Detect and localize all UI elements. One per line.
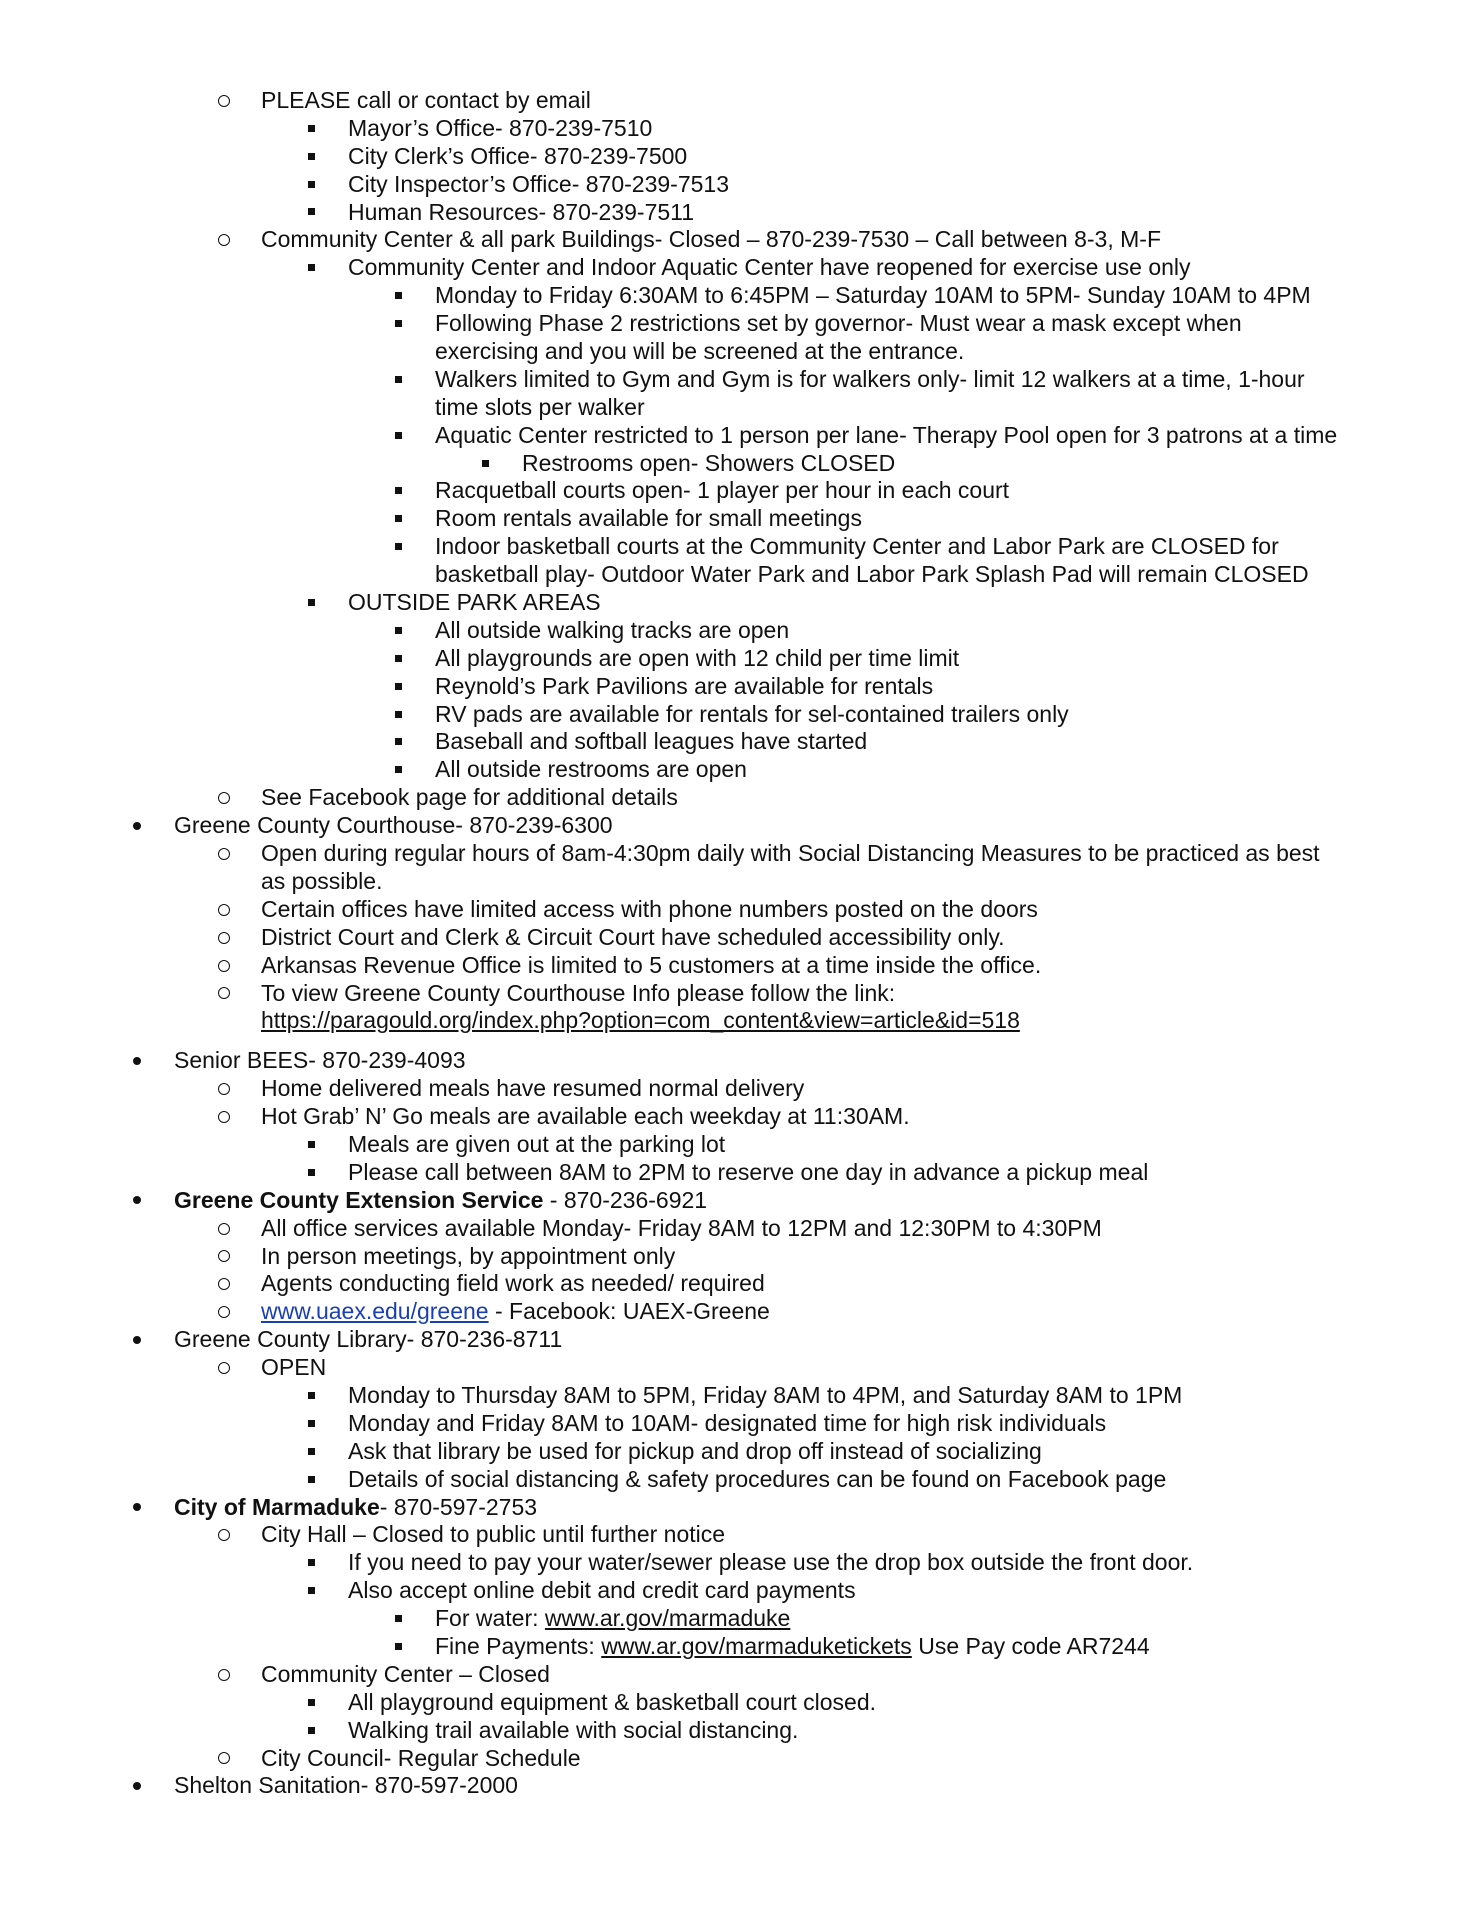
list-item-text — [261, 980, 895, 1008]
item-text: RV pads are available for rentals for sel-contained trailers only — [435, 700, 1069, 727]
item-text: All office services available Monday- Friday 8AM to 12PM and 12:30PM to 4:30PM — [261, 1214, 1102, 1241]
list-item — [0, 394, 1484, 422]
item-text: Mayor’s Office- 870-239-7510 — [348, 114, 653, 141]
list-item — [0, 1661, 1484, 1689]
list-item — [0, 952, 1484, 980]
list-item-text — [261, 226, 1161, 254]
list-item-text — [435, 366, 1305, 394]
item-text: All playground equipment & basketball court closed. — [348, 1688, 877, 1715]
bullet-circle-icon — [209, 784, 239, 812]
bullet-dot-icon — [122, 1047, 152, 1075]
item-text: Details of social distancing & safety procedures can be found on Facebook page — [348, 1465, 1167, 1492]
list-item — [0, 673, 1484, 701]
item-text: All outside walking tracks are open — [435, 616, 790, 643]
list-item — [0, 1215, 1484, 1243]
item-text: City Clerk’s Office- 870-239-7500 — [348, 142, 688, 169]
list-item-text — [348, 1131, 725, 1159]
list-item-text — [348, 199, 694, 227]
list-item-text — [435, 701, 1069, 729]
list-item — [0, 171, 1484, 199]
bullet-square-icon — [383, 617, 413, 645]
item-text: Restrooms open- Showers CLOSED — [522, 449, 896, 476]
bullet-circle-icon — [209, 1075, 239, 1103]
list-item — [0, 617, 1484, 645]
list-item — [0, 1410, 1484, 1438]
item-text: time slots per walker — [435, 393, 645, 420]
list-item-text — [348, 171, 729, 199]
item-text: Hot Grab’ N’ Go meals are available each weekday at 11:30AM. — [261, 1103, 910, 1130]
bullet-square-icon — [296, 1466, 326, 1494]
item-text: basketball play- Outdoor Water Park and Labor Park Splash Pad will remain CLOSED — [435, 561, 1309, 588]
list-item-text — [348, 1717, 798, 1745]
website-link[interactable]: www.ar.gov/marmaduke — [544, 1605, 791, 1632]
list-item-text — [348, 1410, 1106, 1438]
item-text: See Facebook page for additional details — [261, 784, 678, 811]
list-item — [0, 924, 1484, 952]
bullet-circle-icon — [209, 226, 239, 254]
list-item-text — [261, 924, 1005, 952]
list-item-text — [522, 450, 895, 478]
bullet-square-icon — [383, 1605, 413, 1633]
item-text: In person meetings, by appointment only — [261, 1242, 676, 1269]
list-item-text — [261, 1745, 581, 1773]
list-item-text — [348, 1689, 876, 1717]
list-item — [0, 1438, 1484, 1466]
item-text: Ask that library be used for pickup and drop off instead of socializing — [348, 1437, 1042, 1464]
item-text: Aquatic Center restricted to 1 person per lane- Therapy Pool open for 3 patrons at a time — [435, 421, 1338, 448]
bullet-square-icon — [296, 1717, 326, 1745]
item-heading: Greene County Extension Service — [174, 1186, 544, 1213]
item-text: Monday and Friday 8AM to 10AM- designated time for high risk individuals — [348, 1409, 1107, 1436]
item-text: Home delivered meals have resumed normal delivery — [261, 1075, 805, 1102]
item-text: Meals are given out at the parking lot — [348, 1130, 726, 1157]
list-item — [0, 450, 1484, 478]
bullet-square-icon — [296, 115, 326, 143]
list-item-text — [348, 115, 652, 143]
list-item — [0, 1772, 1484, 1800]
list-item — [0, 756, 1484, 784]
list-item — [0, 1187, 1484, 1215]
bullet-square-icon — [296, 254, 326, 282]
bullet-square-icon — [296, 1159, 326, 1187]
item-text: Senior BEES- 870-239-4093 — [174, 1047, 466, 1074]
item-text: exercising and you will be screened at the entrance. — [435, 338, 965, 365]
bullet-square-icon — [296, 171, 326, 199]
list-item — [0, 1689, 1484, 1717]
bullet-square-icon — [383, 505, 413, 533]
list-item — [0, 840, 1484, 868]
list-item — [0, 784, 1484, 812]
item-text: Use Pay code AR7244 — [911, 1632, 1150, 1659]
list-item — [0, 1047, 1484, 1075]
list-item — [0, 1717, 1484, 1745]
list-item-text — [435, 673, 933, 701]
list-item — [0, 589, 1484, 617]
list-item — [0, 1577, 1484, 1605]
list-item — [0, 1103, 1484, 1131]
item-text: Community Center – Closed — [261, 1660, 550, 1687]
bullet-square-icon — [296, 589, 326, 617]
list-item-text — [435, 1633, 1150, 1661]
list-item-text — [261, 1243, 675, 1271]
item-text: Indoor basketball courts at the Community Center and Labor Park are CLOSED for — [435, 533, 1279, 560]
bullet-circle-icon — [209, 840, 239, 868]
bullet-circle-icon — [209, 1215, 239, 1243]
list-item-text — [348, 1466, 1166, 1494]
bullet-square-icon — [383, 728, 413, 756]
list-item-text — [348, 143, 687, 171]
list-item-text — [435, 394, 645, 422]
list-item — [0, 310, 1484, 338]
list-item — [0, 812, 1484, 840]
list-item — [0, 226, 1484, 254]
list-item-text — [261, 1215, 1102, 1243]
list-item-text — [435, 282, 1311, 310]
list-item — [0, 254, 1484, 282]
list-item-text — [348, 589, 601, 617]
item-text: Agents conducting field work as needed/ required — [261, 1270, 765, 1297]
bullet-square-icon — [296, 1131, 326, 1159]
item-text: OPEN — [261, 1354, 327, 1381]
list-item — [0, 505, 1484, 533]
bullet-circle-icon — [209, 1243, 239, 1271]
list-item-text — [348, 1438, 1042, 1466]
bullet-dot-icon — [122, 1326, 152, 1354]
list-item-text — [435, 561, 1309, 589]
item-text: Human Resources- 870-239-7511 — [348, 198, 695, 225]
list-item — [0, 1549, 1484, 1577]
item-text: - Facebook: UAEX-Greene — [488, 1298, 770, 1325]
bullet-square-icon — [296, 1382, 326, 1410]
list-item-text — [348, 1549, 1193, 1577]
list-item-text — [261, 1521, 725, 1549]
item-text: Monday to Thursday 8AM to 5PM, Friday 8AM to 4PM, and Saturday 8AM to 1PM — [348, 1381, 1183, 1408]
item-prefix: Fine Payments: — [435, 1632, 602, 1659]
list-item-text — [261, 784, 678, 812]
item-text: To view Greene County Courthouse Info please follow the link: — [261, 979, 896, 1006]
list-item — [0, 1466, 1484, 1494]
item-text: Walkers limited to Gym and Gym is for walkers only- limit 12 walkers at a time, 1-hour — [435, 365, 1305, 392]
list-item — [0, 1243, 1484, 1271]
list-item-text — [348, 1382, 1182, 1410]
list-item — [0, 701, 1484, 729]
list-item — [0, 1354, 1484, 1382]
list-item — [0, 199, 1484, 227]
item-text: Arkansas Revenue Office is limited to 5 customers at a time inside the office. — [261, 951, 1042, 978]
item-text: All playgrounds are open with 12 child per time limit — [435, 644, 960, 671]
item-text: Walking trail available with social distancing. — [348, 1716, 799, 1743]
list-item-text — [261, 1075, 804, 1103]
list-item — [0, 1326, 1484, 1354]
item-text: Greene County Library- 870-236-8711 — [174, 1326, 563, 1353]
item-prefix: For water: — [435, 1605, 545, 1632]
list-item-text — [261, 1354, 326, 1382]
list-item — [0, 338, 1484, 366]
bullet-circle-icon — [209, 924, 239, 952]
list-item-text — [348, 254, 1191, 282]
item-text: If you need to pay your water/sewer please use the drop box outside the front door. — [348, 1549, 1194, 1576]
list-item — [0, 1007, 1484, 1035]
list-item — [0, 1382, 1484, 1410]
item-text: Shelton Sanitation- 870-597-2000 — [174, 1772, 518, 1799]
bullet-square-icon — [383, 673, 413, 701]
bullet-square-icon — [383, 366, 413, 394]
bullet-circle-icon — [209, 896, 239, 924]
item-text: Open during regular hours of 8am-4:30pm daily with Social Distancing Measures to be practiced as best — [261, 840, 1320, 867]
list-item-text — [435, 617, 789, 645]
bullet-dot-icon — [122, 812, 152, 840]
list-item-text — [435, 310, 1242, 338]
bullet-square-icon — [470, 450, 500, 478]
list-item — [0, 728, 1484, 756]
courthouse-link[interactable]: https://paragould.org/index.php?option=com_content&view=article&id=518 — [261, 1007, 1020, 1034]
item-text: Certain offices have limited access with phone numbers posted on the doors — [261, 895, 1038, 922]
list-item — [0, 1131, 1484, 1159]
list-item-text — [435, 477, 1009, 505]
list-item — [0, 645, 1484, 673]
list-item — [0, 1075, 1484, 1103]
list-item — [0, 868, 1484, 896]
bullet-dot-icon — [122, 1187, 152, 1215]
list-item — [0, 87, 1484, 115]
bullet-square-icon — [296, 1689, 326, 1717]
bullet-square-icon — [383, 645, 413, 673]
bullet-square-icon — [296, 1410, 326, 1438]
list-item-text — [261, 1270, 765, 1298]
bullet-circle-icon — [209, 980, 239, 1008]
list-item-text — [261, 1103, 910, 1131]
item-text: - 870-236-6921 — [543, 1186, 708, 1213]
item-text: All outside restrooms are open — [435, 756, 747, 783]
list-item-text — [261, 840, 1320, 868]
bullet-square-icon — [383, 282, 413, 310]
bullet-circle-icon — [209, 1745, 239, 1773]
item-text: Racquetball courts open- 1 player per hour in each court — [435, 477, 1010, 504]
list-item-text — [261, 952, 1041, 980]
item-text: Please call between 8AM to 2PM to reserve one day in advance a pickup meal — [348, 1158, 1149, 1185]
list-item — [0, 980, 1484, 1008]
bullet-square-icon — [296, 1438, 326, 1466]
list-item — [0, 115, 1484, 143]
bullet-square-icon — [296, 199, 326, 227]
bullet-square-icon — [296, 143, 326, 171]
list-item-text — [174, 1772, 518, 1800]
bullet-circle-icon — [209, 1270, 239, 1298]
list-item-text — [435, 422, 1337, 450]
bullet-circle-icon — [209, 87, 239, 115]
item-text: as possible. — [261, 867, 383, 894]
list-item-text — [261, 87, 591, 115]
item-text: Community Center and Indoor Aquatic Center have reopened for exercise use only — [348, 254, 1191, 281]
website-link[interactable]: www.uaex.edu/greene — [261, 1298, 489, 1325]
item-text: City Hall – Closed to public until further notice — [261, 1521, 726, 1548]
bullet-circle-icon — [209, 1521, 239, 1549]
list-item-text — [174, 1187, 707, 1215]
list-item — [0, 1270, 1484, 1298]
list-item — [0, 366, 1484, 394]
item-text: District Court and Clerk & Circuit Court have scheduled accessibility only. — [261, 923, 1005, 950]
list-item-text — [261, 868, 382, 896]
list-item-text — [261, 1661, 550, 1689]
bullet-circle-icon — [209, 1661, 239, 1689]
item-text: Greene County Courthouse- 870-239-6300 — [174, 812, 613, 839]
list-item-text — [435, 756, 747, 784]
item-text: Baseball and softball leagues have started — [435, 728, 868, 755]
list-item-text — [261, 1298, 770, 1326]
bullet-square-icon — [296, 1549, 326, 1577]
item-text: - 870-597-2753 — [379, 1493, 538, 1520]
bullet-circle-icon — [209, 1298, 239, 1326]
list-item — [0, 1494, 1484, 1522]
item-text: City Inspector’s Office- 870-239-7513 — [348, 170, 729, 197]
bullet-circle-icon — [209, 1354, 239, 1382]
list-item — [0, 533, 1484, 561]
list-item-text — [261, 896, 1038, 924]
list-item — [0, 1633, 1484, 1661]
list-item-text — [348, 1159, 1148, 1187]
list-item — [0, 1521, 1484, 1549]
item-text: Reynold’s Park Pavilions are available for rentals — [435, 672, 934, 699]
bullet-square-icon — [296, 1577, 326, 1605]
list-item — [0, 1745, 1484, 1773]
item-text: Monday to Friday 6:30AM to 6:45PM – Saturday 10AM to 5PM- Sunday 10AM to 4PM — [435, 282, 1311, 309]
list-item-text — [435, 728, 867, 756]
list-item — [0, 477, 1484, 505]
document-body — [0, 87, 1484, 1800]
list-item — [0, 282, 1484, 310]
list-item — [0, 896, 1484, 924]
list-item-text — [174, 812, 613, 840]
bullet-square-icon — [383, 1633, 413, 1661]
bullet-dot-icon — [122, 1494, 152, 1522]
item-text: Community Center & all park Buildings- Closed – 870-239-7530 – Call between 8-3, M-F — [261, 226, 1161, 253]
website-link[interactable]: www.ar.gov/marmaduketickets — [601, 1632, 912, 1659]
list-item — [0, 1605, 1484, 1633]
bullet-dot-icon — [122, 1772, 152, 1800]
list-item — [0, 1298, 1484, 1326]
item-text: PLEASE call or contact by email — [261, 87, 591, 113]
list-item-text — [435, 338, 964, 366]
list-item-text — [261, 1007, 1020, 1035]
list-item-text — [174, 1494, 537, 1522]
list-item-text — [435, 533, 1279, 561]
list-item-text — [174, 1326, 562, 1354]
bullet-square-icon — [383, 701, 413, 729]
list-item-text — [174, 1047, 466, 1075]
bullet-circle-icon — [209, 1103, 239, 1131]
list-item — [0, 1159, 1484, 1187]
bullet-square-icon — [383, 533, 413, 561]
bullet-square-icon — [383, 422, 413, 450]
list-item-text — [435, 1605, 790, 1633]
list-item-text — [435, 645, 959, 673]
bullet-square-icon — [383, 310, 413, 338]
item-heading: City of Marmaduke — [174, 1493, 380, 1520]
list-item — [0, 422, 1484, 450]
bullet-square-icon — [383, 756, 413, 784]
item-text: Also accept online debit and credit card payments — [348, 1577, 856, 1604]
list-item-text — [435, 505, 862, 533]
bullet-square-icon — [383, 477, 413, 505]
bullet-circle-icon — [209, 952, 239, 980]
list-item — [0, 143, 1484, 171]
item-text: OUTSIDE PARK AREAS — [348, 589, 601, 616]
item-text: Room rentals available for small meetings — [435, 505, 862, 532]
item-text: City Council- Regular Schedule — [261, 1744, 581, 1771]
list-item-text — [348, 1577, 856, 1605]
item-text: Following Phase 2 restrictions set by governor- Must wear a mask except when — [435, 310, 1242, 337]
list-item — [0, 561, 1484, 589]
